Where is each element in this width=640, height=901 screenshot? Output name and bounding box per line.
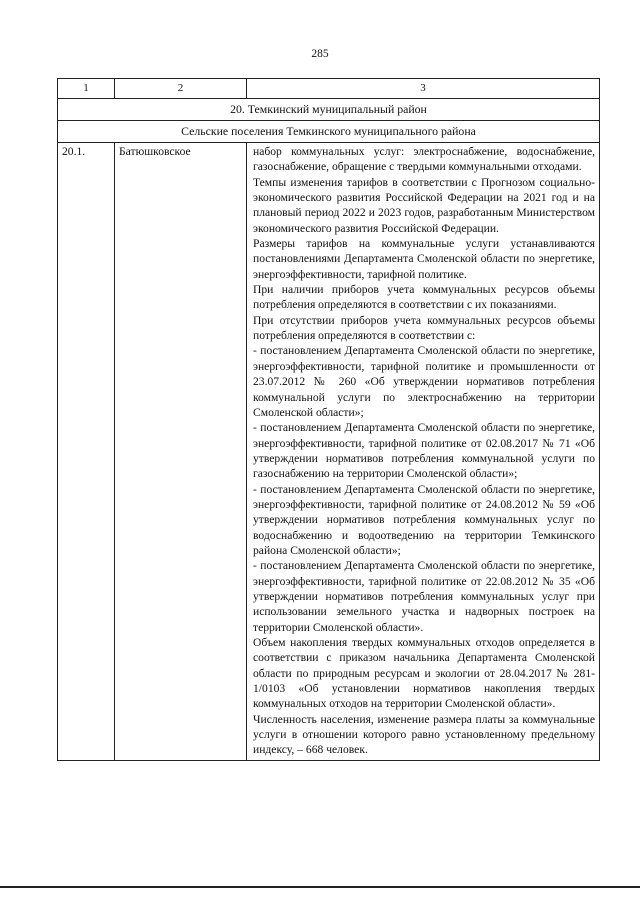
column-number-3: 3 — [247, 79, 600, 99]
subsection-row — [58, 121, 600, 143]
paragraph-waste-volume: Объем накопления твердых коммунальных отходов определяется в соответствии с приказом начальника Департамента Смоленской области по природным ресурсам и экологии от 28.04.2017 № 281-1/0103 «Об установлении нормативов накопления твердых коммунальных отходов на территории Смоленской области». — [253, 636, 595, 711]
district-title: 20. Темкинский муниципальный район — [58, 99, 600, 121]
bottom-divider — [0, 886, 640, 888]
paragraph-decree-water: - постановлением Департамента Смоленской области по энергетике, энергоэффективности, тарифной политике от 24.08.2012 № 59 «Об утверждении нормативов потребления коммунальных услуг по водоснабжению и водоотведению на территории Темкинского района Смоленской области»; — [253, 482, 595, 557]
paragraph-tariff-sizes: Размеры тарифов на коммунальные услуги устанавливаются постановлениями Департамента Смоленской области по энергетике, энергоэффективности, тарифной политике. — [253, 237, 595, 281]
column-number-row — [58, 79, 600, 99]
table-row — [58, 143, 600, 761]
column-number-1: 1 — [58, 79, 115, 99]
paragraph-population: Численность населения, изменение размера платы за коммунальные услуги в отношении которого равно установленному предельному индексу, – 668 человек. — [253, 712, 595, 757]
paragraph-meters-absent: При отсутствии приборов учета коммунальных ресурсов объемы потребления определяются в соответствии с: — [253, 313, 595, 343]
paragraph-services: набор коммунальных услуг: электроснабжение, водоснабжение, газоснабжение, обращение с твердыми коммунальными отходами. — [253, 145, 595, 174]
row-number: 20.1. — [58, 143, 115, 761]
paragraph-tariff-rates: Темпы изменения тарифов в соответствии с Прогнозом социально-экономического развития Российской Федерации на 2021 год и на плановый период 2022 и 2023 годов, разработанным Министерством экономического развития Российской Федерации. — [253, 175, 595, 235]
column-number-2: 2 — [115, 79, 247, 99]
paragraph-decree-land: - постановлением Департамента Смоленской области по энергетике, энергоэффективности, тарифной политике от 22.08.2012 № 35 «Об утверждении нормативов потребления коммунальных услуг при использовании земельного участка и надворных построек на территории Смоленской области». — [253, 559, 595, 634]
page-number: 285 — [311, 48, 329, 60]
district-row — [58, 99, 600, 121]
paragraph-meters-present: При наличии приборов учета коммунальных ресурсов объемы потребления определяются в соответствии с их показаниями. — [253, 283, 595, 312]
description-cell — [247, 143, 600, 761]
settlement-name: Батюшковское — [115, 143, 247, 761]
paragraph-decree-electricity: - постановлением Департамента Смоленской области по энергетике, энергоэффективности, тарифной политике и промышленности от 23.07.2012 № 260 «Об утверждении нормативов потребления коммунальной услуги по электроснабжению на территории Смоленской области»; — [253, 344, 595, 419]
subsection-title: Сельские поселения Темкинского муниципального района — [58, 121, 600, 143]
tariff-table — [57, 78, 600, 761]
paragraph-decree-gas: - постановлением Департамента Смоленской области по энергетике, энергоэффективности, тарифной политике от 02.08.2017 № 71 «Об утверждении нормативов потребления коммунальной услуги по газоснабжению на территории Смоленской области»; — [253, 421, 595, 481]
